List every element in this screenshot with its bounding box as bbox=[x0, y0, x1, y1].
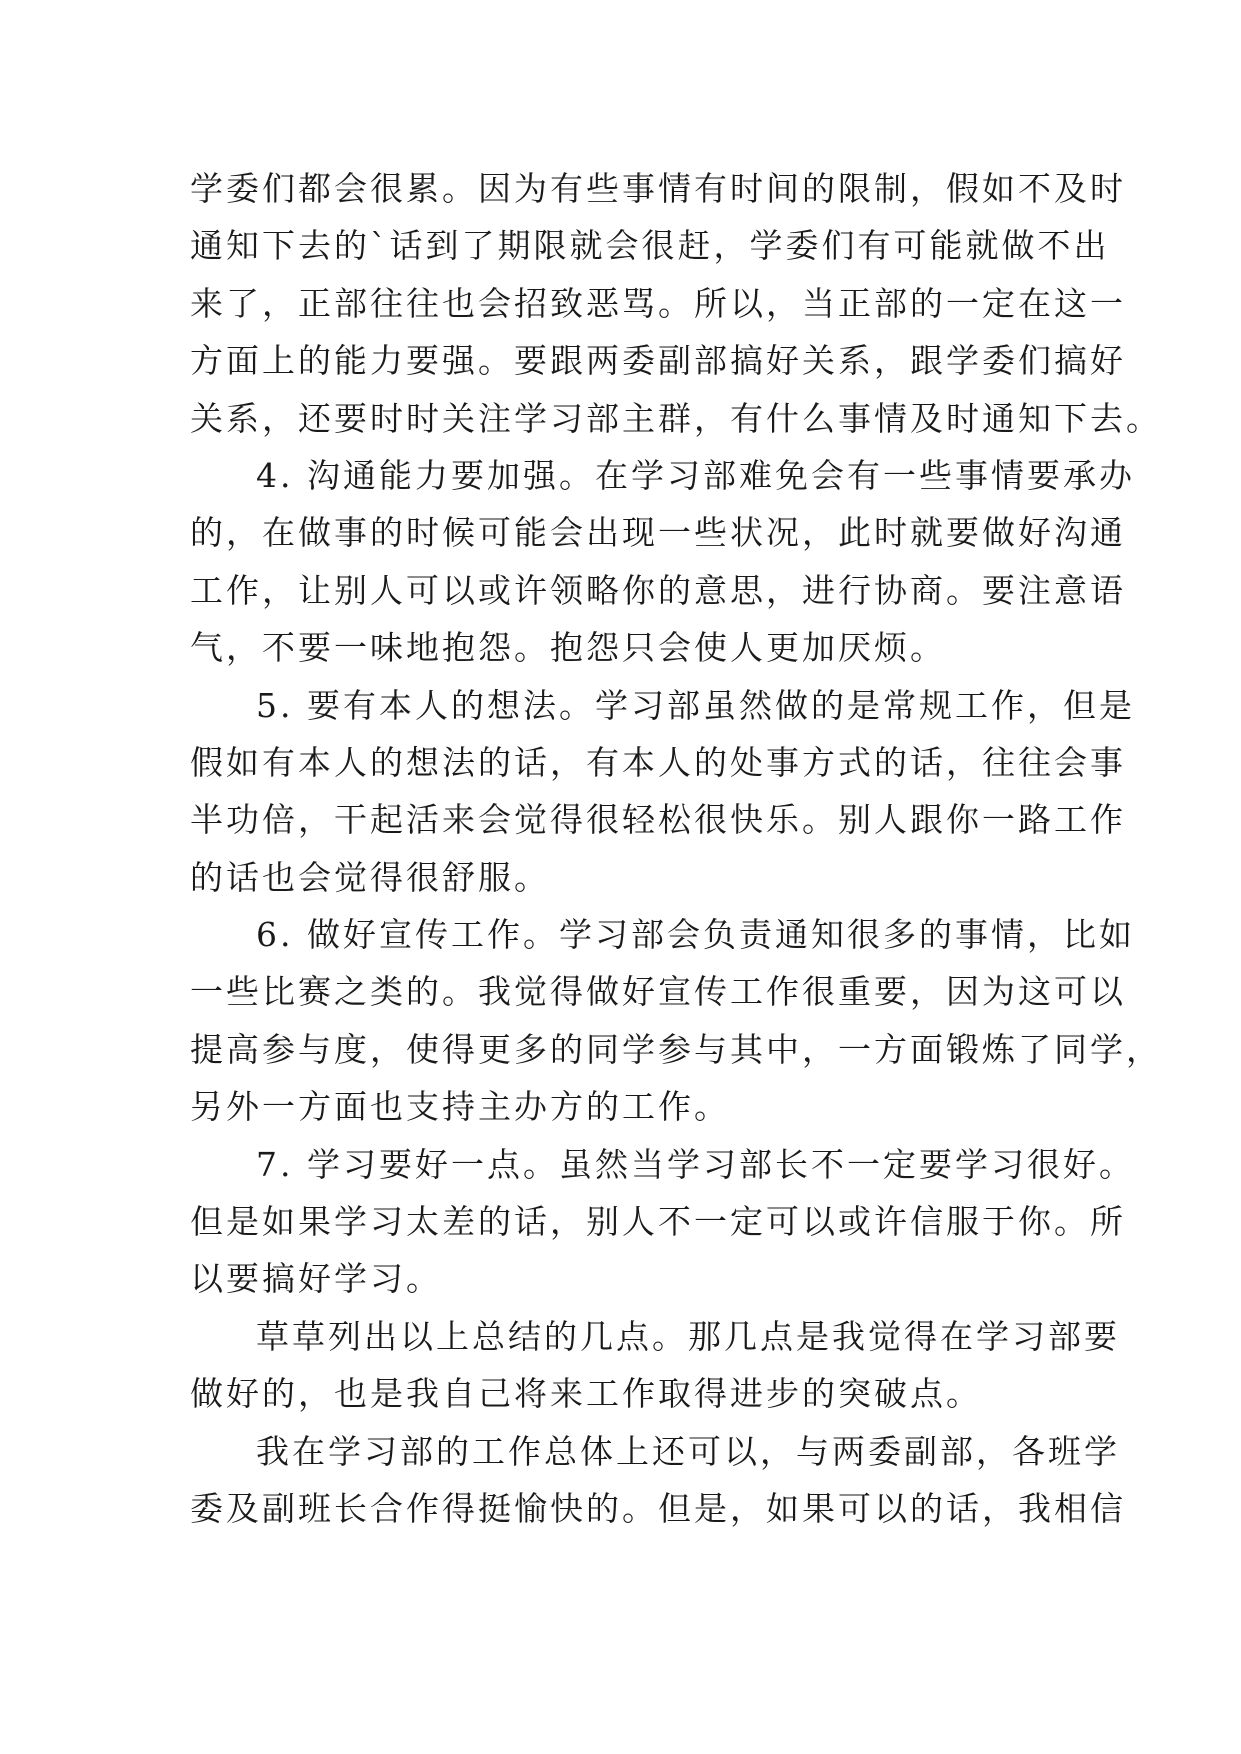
text-line: 假如有本人的想法的话，有本人的处事方式的话，往往会事 bbox=[190, 742, 1126, 782]
text-line: 但是如果学习太差的话，别人不一定可以或许信服于你。所 bbox=[190, 1202, 1126, 1242]
text-line: 的话也会觉得很舒服。 bbox=[190, 857, 550, 897]
text-line: 做好的，也是我自己将来工作取得进步的突破点。 bbox=[190, 1374, 982, 1414]
text-line: 方面上的能力要强。要跟两委副部搞好关系，跟学委们搞好 bbox=[190, 341, 1126, 381]
text-line: 工作，让别人可以或许领略你的意思，进行协商。要注意语 bbox=[190, 570, 1126, 610]
text-line: 委及副班长合作得挺愉快的。但是，如果可以的话，我相信 bbox=[190, 1488, 1126, 1528]
paragraph-start: 草草列出以上总结的几点。那几点是我觉得在学习部要 bbox=[256, 1316, 1120, 1356]
text-line: 一些比赛之类的。我觉得做好宣传工作很重要，因为这可以 bbox=[190, 972, 1126, 1012]
text-line: 来了，正部往往也会招致恶骂。所以，当正部的一定在这一 bbox=[190, 283, 1126, 323]
list-item-6-start: 6. 做好宣传工作。学习部会负责通知很多的事情，比如 bbox=[256, 915, 1135, 955]
text-line: 另外一方面也支持主办方的工作。 bbox=[190, 1087, 730, 1127]
text-line: 的，在做事的时候可能会出现一些状况，此时就要做好沟通 bbox=[190, 513, 1126, 553]
list-item-7-start: 7. 学习要好一点。虽然当学习部长不一定要学习很好。 bbox=[256, 1144, 1135, 1184]
text-line: 关系，还要时时关注学习部主群，有什么事情及时通知下去。 bbox=[190, 398, 1162, 438]
text-line: 半功倍，干起活来会觉得很轻松很快乐。别人跟你一路工作 bbox=[190, 800, 1126, 840]
text-line: 以要搞好学习。 bbox=[190, 1259, 442, 1299]
list-item-4-start: 4. 沟通能力要加强。在学习部难免会有一些事情要承办 bbox=[256, 455, 1135, 495]
text-line: 提高参与度，使得更多的同学参与其中，一方面锻炼了同学， bbox=[190, 1029, 1162, 1069]
list-item-5-start: 5. 要有本人的想法。学习部虽然做的是常规工作，但是 bbox=[256, 685, 1135, 725]
paragraph-start: 我在学习部的工作总体上还可以，与两委副部，各班学 bbox=[256, 1431, 1120, 1471]
text-line: 气，不要一味地抱怨。抱怨只会使人更加厌烦。 bbox=[190, 628, 946, 668]
document-body bbox=[190, 160, 1162, 1537]
text-line: 学委们都会很累。因为有些事情有时间的限制，假如不及时 bbox=[190, 169, 1126, 208]
text-line: 通知下去的`话到了期限就会很赶，学委们有可能就做不出 bbox=[190, 226, 1110, 266]
